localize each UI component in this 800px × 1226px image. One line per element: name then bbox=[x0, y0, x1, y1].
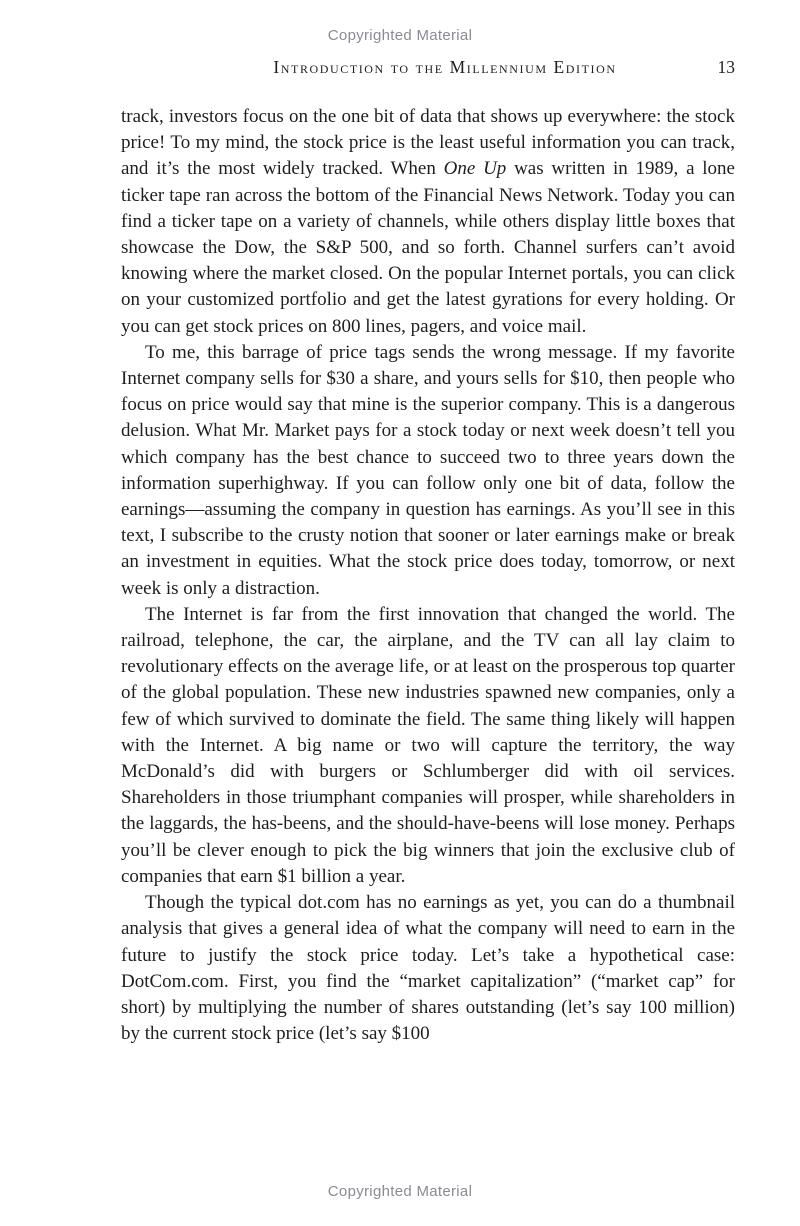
page-number: 13 bbox=[717, 57, 735, 77]
paragraph-4: Though the typical dot.com has no earnings as yet, you can do a thumbnail analysis that gives a general idea of what the company will need to earn in the future to justify the stock price today. Let’s take a hypothetical case: DotCom.com. First, you find the “market capitalization” (“market cap” for short) by multiplying the number of shares outstanding (let’s say 100 million) by the current stock price (let’s say $100 bbox=[121, 892, 735, 1045]
book-title-italic: One Up bbox=[443, 158, 507, 180]
body-text bbox=[121, 104, 735, 1047]
paragraph-2: To me, this barrage of price tags sends the wrong message. If my favorite Internet company sells for $30 a share, and yours sells for $10, then people who focus on price would say that mine is the superior company. This is a dangerous delusion. What Mr. Market pays for a stock today or next week doesn’t tell you which company has the best chance to succeed two to three years down the information superhighway. If you can follow only one bit of data, follow the earnings—assuming the company in question has earnings. As you’ll see in this text, I subscribe to the crusty notion that sooner or later earnings make or break an investment in equities. What the stock price does today, tomorrow, or next week is only a distraction. bbox=[121, 341, 735, 599]
paragraph-1 bbox=[121, 104, 735, 340]
paragraph-3: The Internet is far from the first innovation that changed the world. The railroad, telephone, the car, the airplane, and the TV can all lay claim to revolutionary effects on the average life, or at least on the prosperous top quarter of the global population. These new industries spawned new companies, only a few of which survived to dominate the field. The same thing likely will happen with the Internet. A big name or two will capture the territory, the way McDonald’s did with burgers or Schlumberger did with oil services. Shareholders in those triumphant companies will prosper, while shareholders in the laggards, the has-beens, and the should-have-beens will lose money. Perhaps you’ll be clever enough to pick the big winners that join the exclusive club of companies that earn $1 billion a year. bbox=[121, 603, 735, 887]
copyright-notice-top: Copyrighted Material bbox=[327, 27, 473, 44]
page-content bbox=[121, 57, 735, 1047]
copyright-notice-bottom: Copyrighted Material bbox=[327, 1183, 473, 1200]
paragraph-1-text-continued: was written in 1989, a lone ticker tape ran across the bottom of the Financial News Network. Today you can find a ticker tape on a variety of channels, while others display little boxes that showcase the Dow, the S&P 500, and so forth. Channel surfers can’t avoid knowing where the market closed. On the popular Internet portals, you can click on your customized portfolio and get the latest gyrations for every holding. Or you can get stock prices on 800 lines, pagers, and voice mail. bbox=[121, 158, 735, 337]
running-header bbox=[121, 57, 735, 81]
running-header-title: Introduction to the Millennium Edition bbox=[273, 57, 617, 77]
paragraph-1-text: track, investors focus on the one bit of data that shows up everywhere: the stock price! To my mind, the stock price is the least useful information you can track, and it’s the most widely tracked. When bbox=[121, 106, 735, 180]
